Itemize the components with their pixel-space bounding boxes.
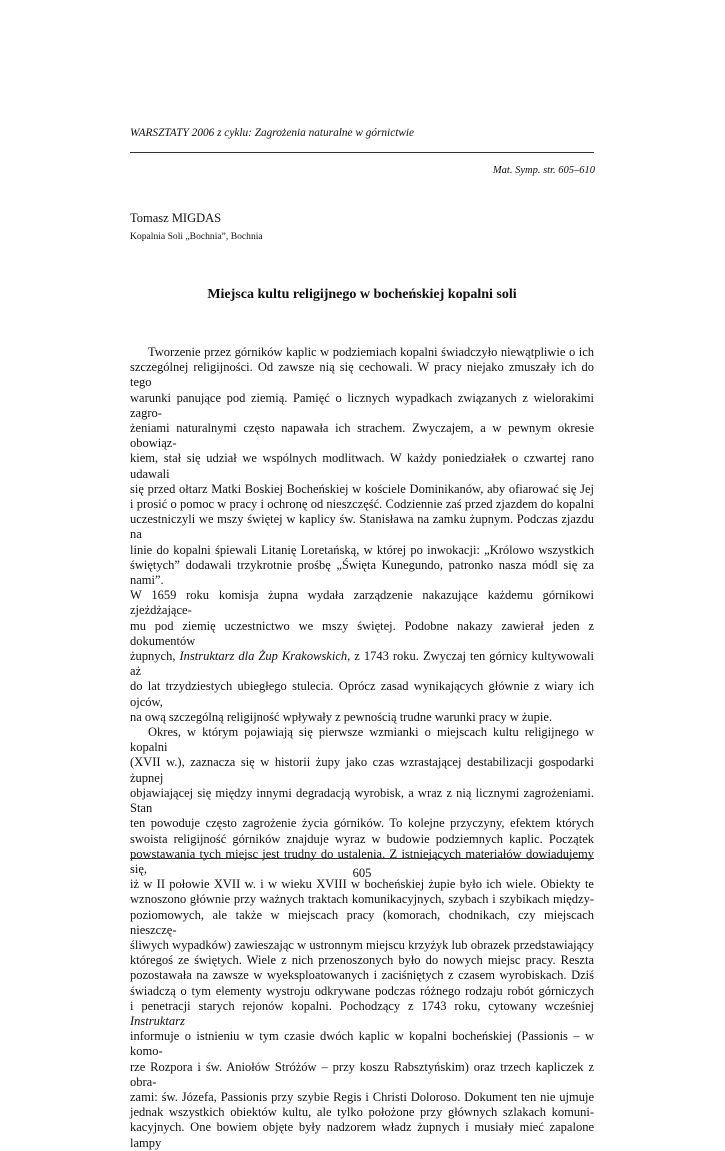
header-rule	[130, 152, 594, 153]
text-line: warunki panujące pod ziemią. Pamięć o licznych wypadkach związanych z wielorakimi zagro-	[130, 390, 594, 420]
text-line: rze Rozpora i św. Aniołów Stróżów – przy koszu Rabsztyńskim) oraz trzech kapliczek z obra-	[130, 1059, 594, 1089]
text-line: i penetracji starych rejonów kopalni. Pochodzący z 1743 roku, cytowany wcześniej Instruktarz	[130, 998, 594, 1028]
text-line: jednak wszystkich obiektów kultu, ale tylko położone przy głównych szlakach komuni-	[130, 1105, 594, 1120]
text-line: zami: św. Józefa, Passionis przy szybie Regis i Christi Doloroso. Dokument ten nie ujmuje	[130, 1089, 594, 1104]
text-line: śliwych wypadków) zawieszając w ustronnym miejscu krzyżyk lub obrazek przedstawiający	[130, 937, 594, 952]
text-line: i prosić o pomoc w pracy i ochronę od nieszczęść. Codziennie zaś przed zjazdem do kopalni	[130, 497, 594, 512]
text-line: pozostawała na zawsze w wyeksploatowanych i zaciśniętych z czasem wyrobiskach. Dziś	[130, 968, 594, 983]
text-line: któregoś ze świętych. Wiele z nich przenoszonych było do nowych miejsc pracy. Reszta	[130, 953, 594, 968]
body-text	[130, 345, 594, 1151]
footer-rule	[130, 858, 594, 859]
text-line: żeniami naturalnymi często napawała ich strachem. Zwyczajem, a w pewnym okresie obowiąz-	[130, 421, 594, 451]
text-line: świadczą o tym elementy wystroju odkrywane podczas różnego rodzaju robót górniczych	[130, 983, 594, 998]
text-line: żupnych, Instruktarz dla Żup Krakowskich, z 1743 roku. Zwyczaj ten górnicy kultywowali aż	[130, 649, 594, 679]
text-line: świętych” dodawali trzykrotnie prośbę „Święta Kunegundo, patronko nasza módl się za nami”.	[130, 557, 594, 588]
text-line: W 1659 roku komisja żupna wydała zarządzenie nakazujące każdemu górnikowi zjeżdżające-	[130, 588, 594, 618]
text-line: swoista religijność górników znajduje wyraz w budowie podziemnych kaplic. Początek	[130, 831, 594, 846]
text-line: powstawania tych miejsc jest trudny do ustalenia. Z istniejących materiałów dowiadujemy się,	[130, 846, 594, 876]
text-line: poziomowych, ale także w miejscach pracy (komorach, chodnikach, czy miejscach nieszczę-	[130, 907, 594, 937]
text-line: do lat trzydziestych ubiegłego stulecia. Oprócz zasad wynikających głównie z wiary ich ojców,	[130, 679, 594, 709]
text-line: ten powoduje często zagrożenie życia górników. To kolejne przyczyny, efektem których	[130, 816, 594, 831]
author-affiliation: Kopalnia Soli „Bochnia”, Bochnia	[130, 231, 263, 242]
italic-title: Instruktarz dla Żup Krakowskich	[179, 649, 348, 664]
paragraph-2	[130, 725, 594, 1151]
text-line: szczególnej religijności. Od zawsze nią się cechowali. W pracy niejako zmuszały ich do tego	[130, 360, 594, 390]
text-line: kacyjnych. One bowiem objęte były nadzorem władz żupnych i musiały mieć zapalone lampy	[130, 1120, 594, 1150]
text-line: Tworzenie przez górników kaplic w podziemiach kopalni świadczyło niewątpliwie o ich	[148, 345, 594, 359]
text-line: Okres, w którym pojawiają się pierwsze wzmianki o miejscach kultu religijnego w kopalni	[130, 725, 594, 755]
text-line: uczestniczyli we mszy świętej w kaplicy św. Stanisława na zamku żupnym. Podczas zjazdu na	[130, 512, 594, 542]
citation-reference: Mat. Symp. str. 605–610	[492, 165, 595, 176]
running-header: WARSZTATY 2006 z cyklu: Zagrożenia naturalne w górnictwie	[130, 127, 415, 139]
text-line: iż w II połowie XVII w. i w wieku XVIII w bocheńskiej żupie było ich wiele. Obiekty te	[130, 877, 594, 892]
text-line: informuje o istnieniu w tym czasie dwóch kaplic w kopalni bocheńskiej (Passionis – w komo-	[130, 1029, 594, 1059]
text-line: linie do kopalni śpiewali Litanię Loretańską, w której po inwokacji: „Królowo wszystkich	[130, 542, 594, 557]
text-line: mu pod ziemię uczestnictwo we mszy świętej. Podobne nakazy zawierał jeden z dokumentów	[130, 618, 594, 648]
author-name: Tomasz MIGDAS	[130, 211, 222, 225]
paragraph-1	[130, 345, 594, 725]
text-line: (XVII w.), zaznacza się w historii żupy jako czas wzrastającej destabilizacji gospodarki żupnej	[130, 755, 594, 785]
text-line: kiem, stał się udział we wspólnych modlitwach. W każdy poniedziałek o czwartej rano udawali	[130, 451, 594, 481]
text-line: objawiającej się między innymi degradacją wyrobisk, a wraz z nią licznymi zagrożeniami. Stan	[130, 785, 594, 816]
text-line: się przed ołtarz Matki Boskiej Bocheńskiej w kościele Dominikanów, aby ofiarować się Jej	[130, 481, 594, 496]
text-line: na ową szczególną religijność wpływały z pewnością trudne warunki pracy w żupie.	[130, 709, 553, 724]
page-number: 605	[352, 866, 372, 880]
text-line: wznoszono głównie przy ważnych traktach komunikacyjnych, szybach i szybikach między-	[130, 892, 594, 907]
article-title: Miejsca kultu religijnego w bocheńskiej kopalni soli	[207, 287, 517, 302]
italic-title: Instruktarz	[130, 1013, 185, 1028]
